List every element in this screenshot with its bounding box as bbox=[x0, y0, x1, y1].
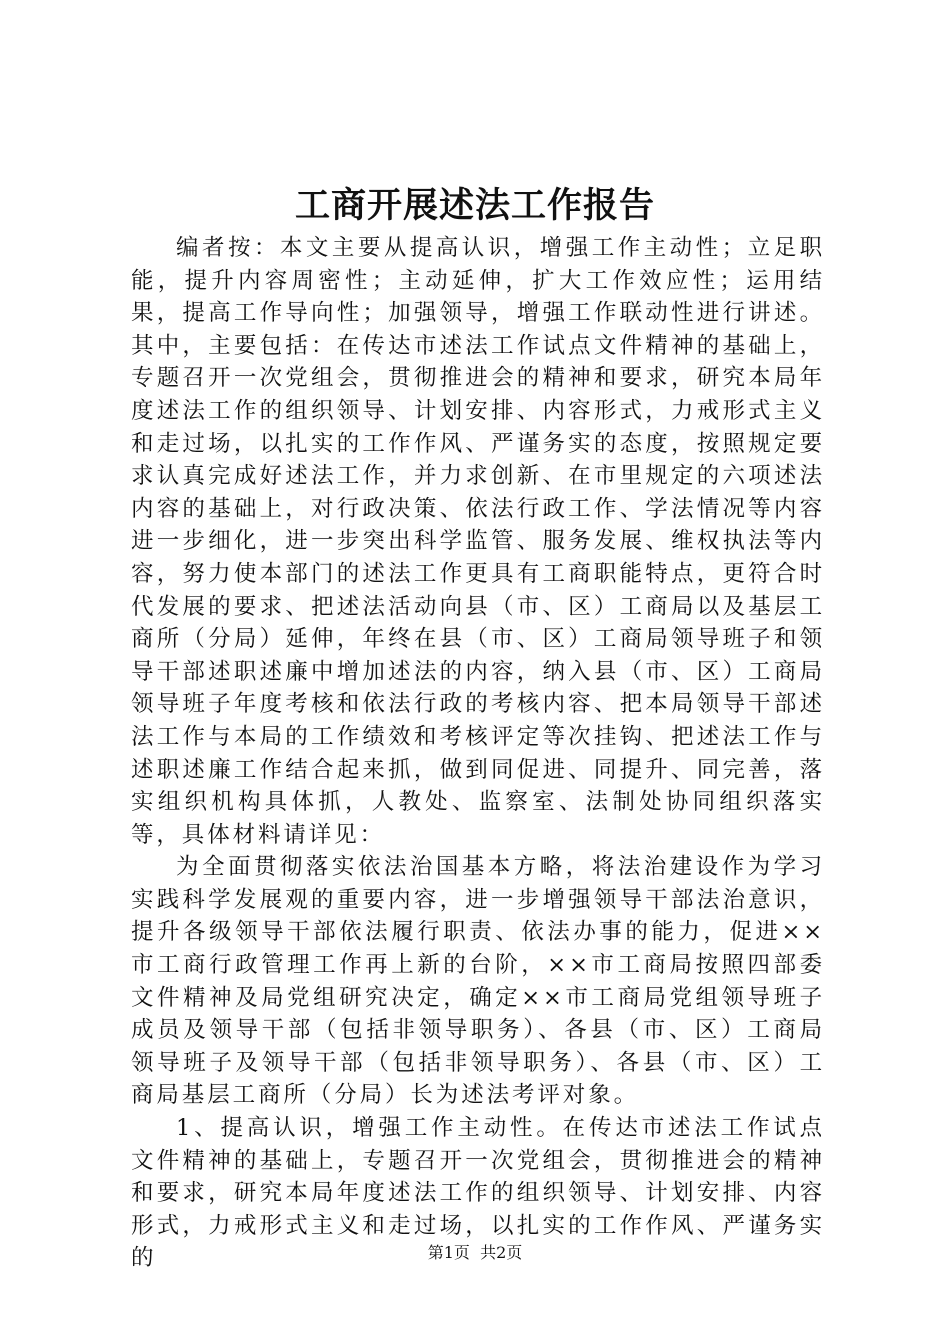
paragraph-section-1: 1、提高认识，增强工作主动性。在传达市述法工作试点文件精神的基础上，专题召开一次党组会，贯彻推进会的精神和要求，研究本局年度述法工作的组织领导、计划安排、内容形式，力戒形式主义和走过场，以扎实的工作作风、严谨务实的 bbox=[131, 1115, 825, 1272]
page-total: 共2页 bbox=[480, 1243, 523, 1262]
document-title: 工商开展述法工作报告 bbox=[294, 185, 655, 226]
page-number: 第1页 bbox=[427, 1243, 470, 1262]
footer-separator bbox=[470, 1243, 480, 1262]
paragraph-introduction: 为全面贯彻落实依法治国基本方略，将法治建设作为学习实践科学发展观的重要内容，进一步增强领导干部法治意识，提升各级领导干部依法履行职责、依法办事的能力，促进××市工商行政管理工作再上新的台阶，××市工商局按照四部委文件精神及局党组研究决定，确定××市工商局党组领导班子成员及领导干部（包括非领导职务）、各县（市、区）工商局领导班子及领导干部（包括非领导职务）、各县（市、区）工商局基层工商所（分局）长为述法考评对象。 bbox=[131, 854, 825, 1109]
paragraph-editor-note: 编者按：本文主要从提高认识，增强工作主动性；立足职能，提升内容周密性；主动延伸，扩大工作效应性；运用结果，提高工作导向性；加强领导，增强工作联动性进行讲述。其中，主要包括：在传达市述法工作试点文件精神的基础上，专题召开一次党组会，贯彻推进会的精神和要求，研究本局年度述法工作的组织领导、计划安排、内容形式，力戒形式主义和走过场，以扎实的工作作风、严谨务实的态度，按照规定要求认真完成好述法工作，并力求创新、在市里规定的六项述法内容的基础上，对行政决策、依法行政工作、学法情况等内容进一步细化，进一步突出科学监管、服务发展、维权执法等内容，努力使本部门的述法工作更具有工商职能特点，更符合时代发展的要求、把述法活动向县（市、区）工商局以及基层工商所（分局）延伸，年终在县（市、区）工商局领导班子和领导干部述职述廉中增加述法的内容，纳入县（市、区）工商局领导班子年度考核和依法行政的考核内容、把本局领导干部述法工作与本局的工作绩效和考核评定等次挂钩、把述法工作与述职述廉工作结合起来抓，做到同促进、同提升、同完善，落实组织机构具体抓，人教处、监察室、法制处协同组织落实等，具体材料请详见： bbox=[131, 235, 825, 848]
document-body bbox=[131, 232, 825, 1275]
page-footer bbox=[0, 1242, 950, 1264]
